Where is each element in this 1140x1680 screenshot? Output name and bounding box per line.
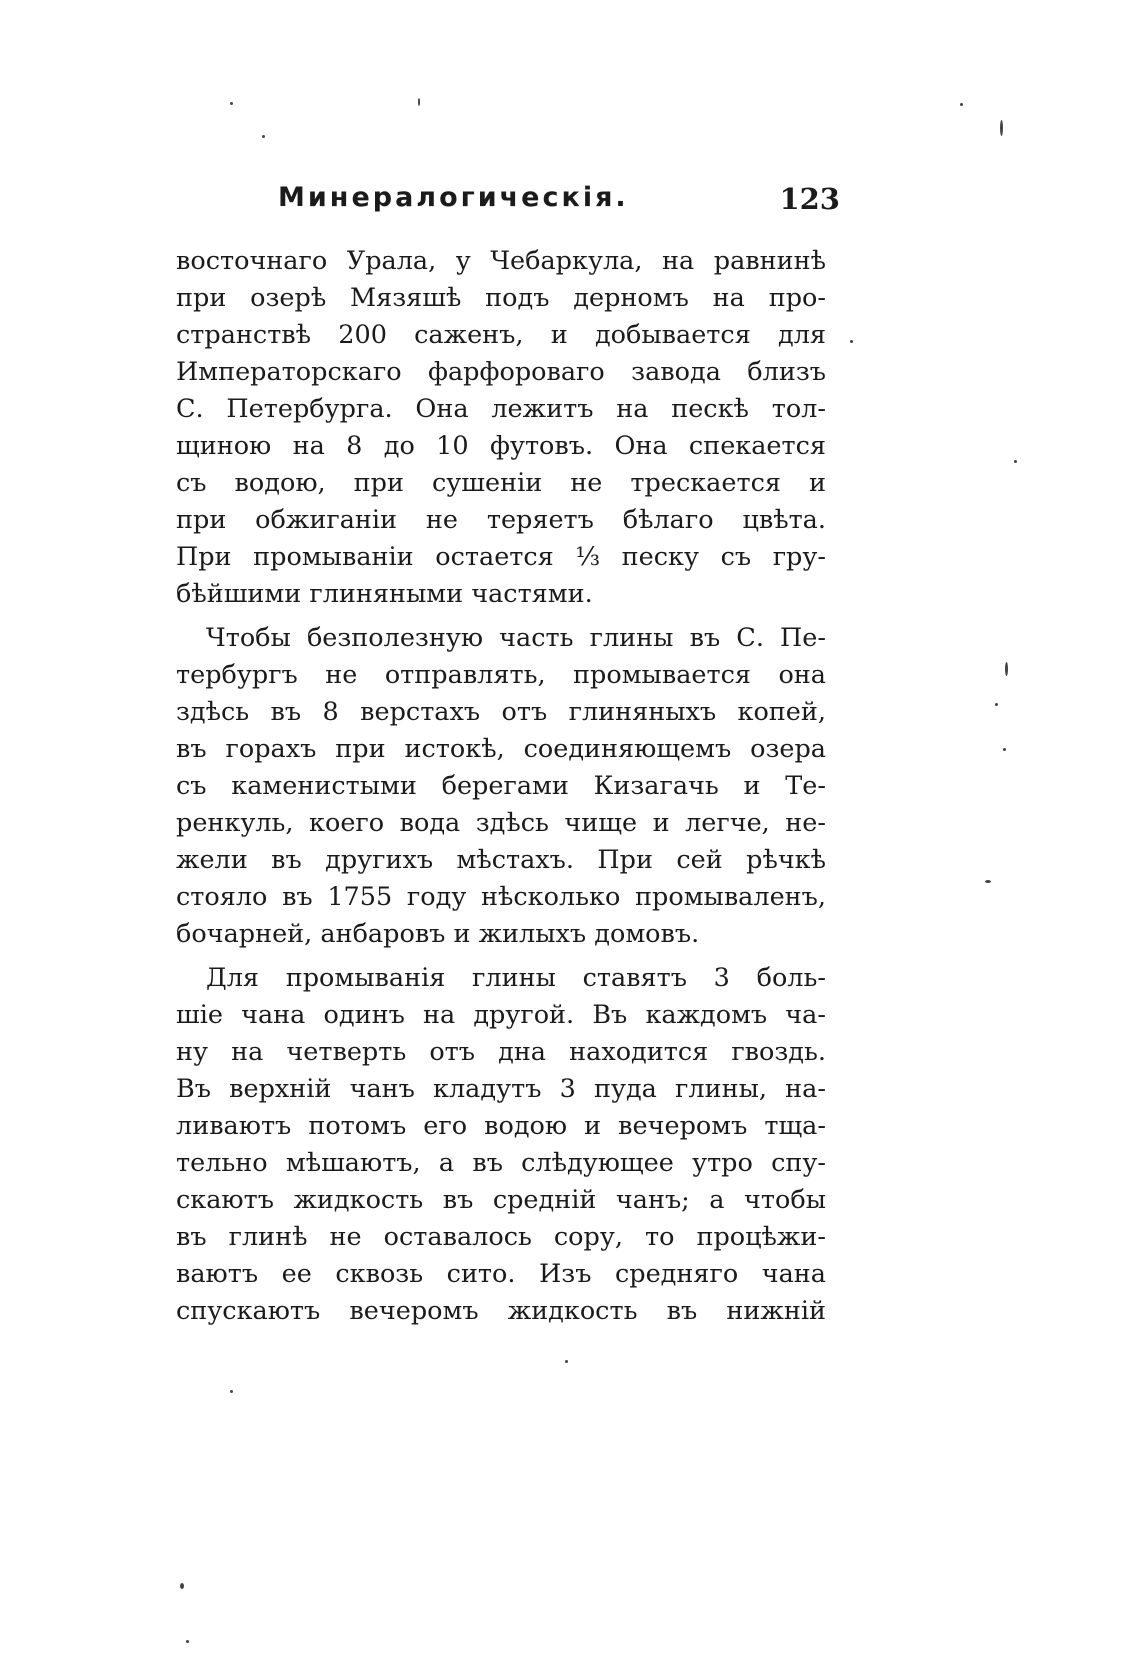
scan-speck [565, 1360, 568, 1363]
scan-speck [960, 103, 963, 106]
text-line: восточнаго Урала, у Чебаркула, на равнинѣ [176, 246, 826, 276]
text-line: спускаютъ вечеромъ жидкость въ нижній [176, 1296, 826, 1326]
text-line-last: бочарней, анбаровъ и жилыхъ домовъ. [176, 919, 700, 949]
text-line: здѣсь въ 8 верстахъ отъ глиняныхъ копей, [176, 697, 826, 727]
text-line: стояло въ 1755 году нѣсколько промываленъ, [176, 882, 826, 912]
scan-speck [1005, 662, 1008, 676]
text-line: странствѣ 200 саженъ, и добывается для [176, 320, 826, 350]
scan-speck [995, 703, 998, 706]
scan-speck [850, 340, 853, 343]
text-line: Въ верхній чанъ кладутъ 3 пуда глины, на- [176, 1074, 826, 1104]
text-line: При промываніи остается ⅓ песку съ гру- [176, 542, 826, 572]
text-line: ливаютъ потомъ его водою и вечеромъ тща- [176, 1111, 826, 1141]
scan-speck [230, 102, 233, 105]
scan-speck [985, 880, 991, 883]
text-line: шіе чана одинъ на другой. Въ каждомъ ча- [176, 1000, 826, 1030]
scan-speck [230, 1390, 233, 1393]
running-head: Минералогическія. [278, 182, 629, 213]
text-line: Императорскаго фарфороваго завода близъ [176, 357, 826, 387]
text-line: Чтобы безполезную часть глины въ С. Пе- [206, 623, 826, 653]
text-line: ваютъ ее сквозь сито. Изъ средняго чана [176, 1259, 826, 1289]
page-header [258, 182, 858, 232]
scan-speck [418, 98, 420, 106]
scan-speck [1000, 120, 1003, 136]
text-line: тельно мѣшаютъ, а въ слѣдующее утро спу- [176, 1148, 826, 1178]
text-line: жели въ другихъ мѣстахъ. При сей рѣчкѣ [176, 845, 826, 875]
body-text [176, 243, 826, 1330]
text-line: при озерѣ Мязяшѣ подъ дерномъ на про- [176, 283, 826, 313]
scan-speck [1014, 460, 1017, 463]
scan-speck [186, 1640, 189, 1643]
paragraph-2 [176, 620, 826, 953]
text-line: ну на четверть отъ дна находится гвоздь. [176, 1037, 826, 1067]
text-line-last: бѣйшими глиняными частями. [176, 579, 593, 609]
text-line: С. Петербурга. Она лежитъ на пескѣ тол- [176, 394, 826, 424]
paragraph-1 [176, 243, 826, 613]
text-line: въ горахъ при истокѣ, соединяющемъ озера [176, 734, 826, 764]
text-line: съ каменистыми берегами Кизагачь и Те- [176, 771, 826, 801]
scan-speck [1003, 748, 1006, 751]
scan-speck [180, 1583, 184, 1589]
paragraph-gap [176, 953, 826, 960]
text-line: съ водою, при сушеніи не трескается и [176, 468, 826, 498]
text-line: тербургъ не отправлять, промывается она [176, 660, 826, 690]
text-line: скаютъ жидкость въ средній чанъ; а чтобы [176, 1185, 826, 1215]
text-line: щиною на 8 до 10 футовъ. Она спекается [176, 431, 826, 461]
text-line: при обжиганіи не теряетъ бѣлаго цвѣта. [176, 505, 826, 535]
page-number: 123 [779, 182, 840, 216]
text-line: Для промыванія глины ставятъ 3 боль- [206, 963, 826, 993]
text-line: въ глинѣ не оставалось сору, то процѣжи- [176, 1222, 826, 1252]
paragraph-gap [176, 613, 826, 620]
scan-speck [262, 135, 265, 138]
paragraph-3 [176, 960, 826, 1330]
text-line: ренкуль, коего вода здѣсь чище и легче, не- [176, 808, 826, 838]
